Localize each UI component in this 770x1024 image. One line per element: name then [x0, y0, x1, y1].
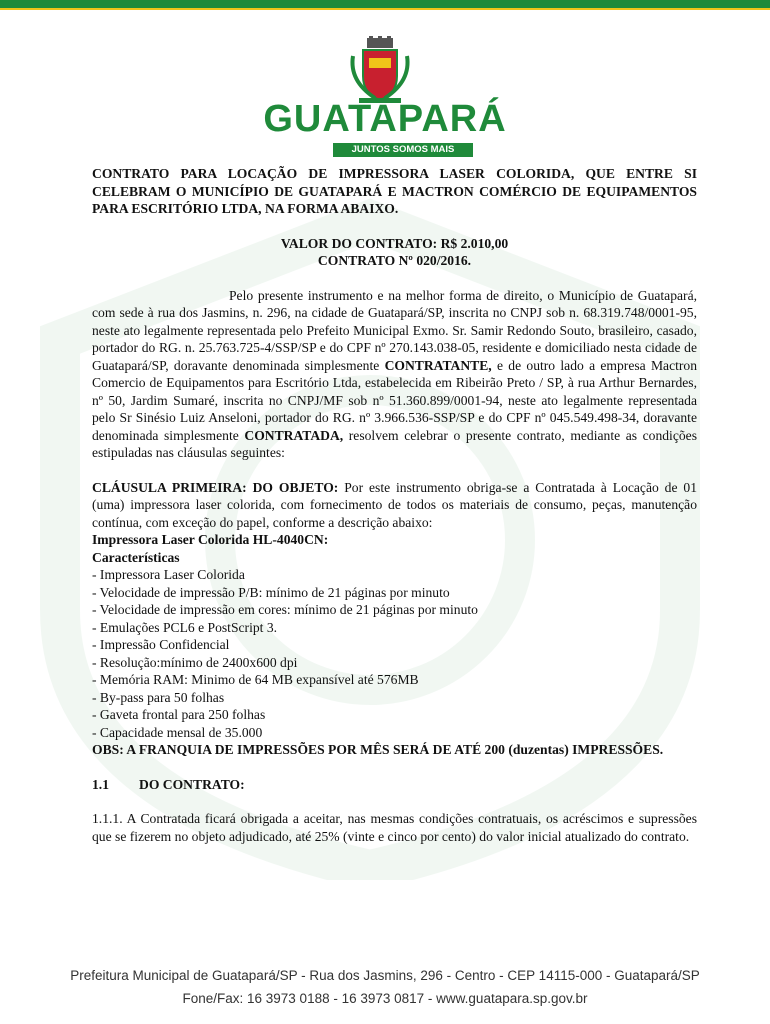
preamble-paragraph — [92, 287, 697, 462]
printer-model: Impressora Laser Colorida HL-4040CN: — [92, 532, 329, 547]
feature-item: - Emulações PCL6 e PostScript 3. — [92, 619, 278, 635]
preamble-part-a: Pelo presente instrumento e na melhor forma de direito, o Município de Guatapará, com sede à rua dos Jasmins, n. 296, na cidade de Guatapará/SP, inscrita no CNPJ sob n. 68.319.748/0001-95, neste ato legalmente representada pelo Prefeito Municipal Exmo. Sr. Samir Redondo Souto, brasileiro, casado, portador do RG. n. 25.763.725-4/SSP/SP e do CPF nº 270.143.038-05, residente e domiciliado nesta cidade de Guatapará/SP, doravante denominada simplesmente — [92, 287, 697, 373]
feature-item: - Resolução:mínimo de 2400x600 dpi — [92, 654, 298, 670]
franchise-note: OBS: A FRANQUIA DE IMPRESSÕES POR MÊS SERÁ DE ATÉ 200 (duzentas) IMPRESSÕES. — [92, 742, 664, 757]
contract-title: CONTRATO PARA LOCAÇÃO DE IMPRESSORA LASER COLORIDA, QUE ENTRE SI CELEBRAM O MUNICÍPIO DE GUATAPARÁ E MACTRON COMÉRCIO DE EQUIPAMENTOS PARA ESCRITÓRIO LTDA, NA FORMA ABAIXO. — [92, 166, 697, 216]
section-title: DO CONTRATO: — [139, 776, 245, 792]
feature-item: - Velocidade de impressão P/B: mínimo de 21 páginas por minuto — [92, 584, 450, 600]
preamble-part-c: resolvem celebrar o presente contrato, mediante as condições estipuladas nas cláusulas seguintes: — [92, 427, 697, 460]
feature-item: - Impressão Confidencial — [92, 637, 230, 652]
clause-one — [92, 479, 697, 532]
features-heading: Características — [92, 549, 180, 565]
feature-item: - Impressora Laser Colorida — [92, 567, 245, 582]
feature-item: - Velocidade de impressão em cores: mínimo de 21 páginas por minuto — [92, 602, 478, 617]
clause-one-heading: CLÁUSULA PRIMEIRA: DO OBJETO: — [92, 479, 339, 495]
feature-item: - Memória RAM: Minimo de 64 MB expansível até 576MB — [92, 672, 419, 687]
features-list — [92, 566, 697, 741]
contratada-label: CONTRATADA, — [244, 427, 344, 443]
page-footer — [0, 968, 770, 1006]
contract-number: CONTRATO Nº 020/2016. — [317, 253, 472, 268]
feature-item: - By-pass para 50 folhas — [92, 689, 225, 705]
contract-value: VALOR DO CONTRATO: R$ 2.010,00 — [280, 235, 509, 251]
top-green-bar — [0, 0, 770, 8]
footer-contact: Fone/Fax: 16 3973 0188 - 16 3973 0817 - www.guatapara.sp.gov.br — [182, 991, 588, 1006]
contratante-label: CONTRATANTE, — [384, 357, 492, 373]
feature-item: - Gaveta frontal para 250 folhas — [92, 707, 266, 722]
section-number: 1.1 — [92, 776, 109, 792]
clause-one-text: Por este instrumento obriga-se a Contratada à Locação de 01 (uma) impressora laser colorida, com fornecimento de todos os materiais de consumo, peças, manutenção contínua, com exceção do papel, conforme a descrição abaixo: — [92, 479, 697, 530]
top-yellow-bar — [0, 8, 770, 10]
sub-clause-1-1-1: 1.1.1. A Contratada ficará obrigada a aceitar, nas mesmas condições contratuais, os acréscimos e supressões que se fizerem no objeto adjudicado, até 25% (vinte e cinco por cento) do valor inicial atualizado do contrato. — [92, 811, 697, 844]
section-heading — [92, 776, 697, 794]
footer-address: Prefeitura Municipal de Guatapará/SP - Rua dos Jasmins, 296 - Centro - CEP 14115-000 - Guatapará/SP — [70, 968, 700, 983]
preamble-part-b: e de outro lado a empresa Mactron Comercio de Equipamentos para Escritório Ltda, estabelecida em Ribeirão Preto / SP, à rua Arthur Bernardes, nº 50, Jardim Sumaré, inscrita no CNPJ/MF sob nº 51.360.899/0001-94, neste ato legalmente representada pelo Sr Sinésio Luiz Anseloni, portador do RG. nº 3.966.536-SSP/SP e do CPF nº 045.549.498-34, doravante denominada simplesmente — [92, 357, 698, 443]
brand-wordmark: GUATAPARÁ — [263, 98, 507, 140]
feature-item: - Capacidade mensal de 35.000 — [92, 724, 263, 740]
municipal-crest-icon — [345, 36, 415, 106]
contract-body — [92, 165, 697, 845]
brand-slogan: JUNTOS SOMOS MAIS FORTES — [333, 143, 473, 157]
